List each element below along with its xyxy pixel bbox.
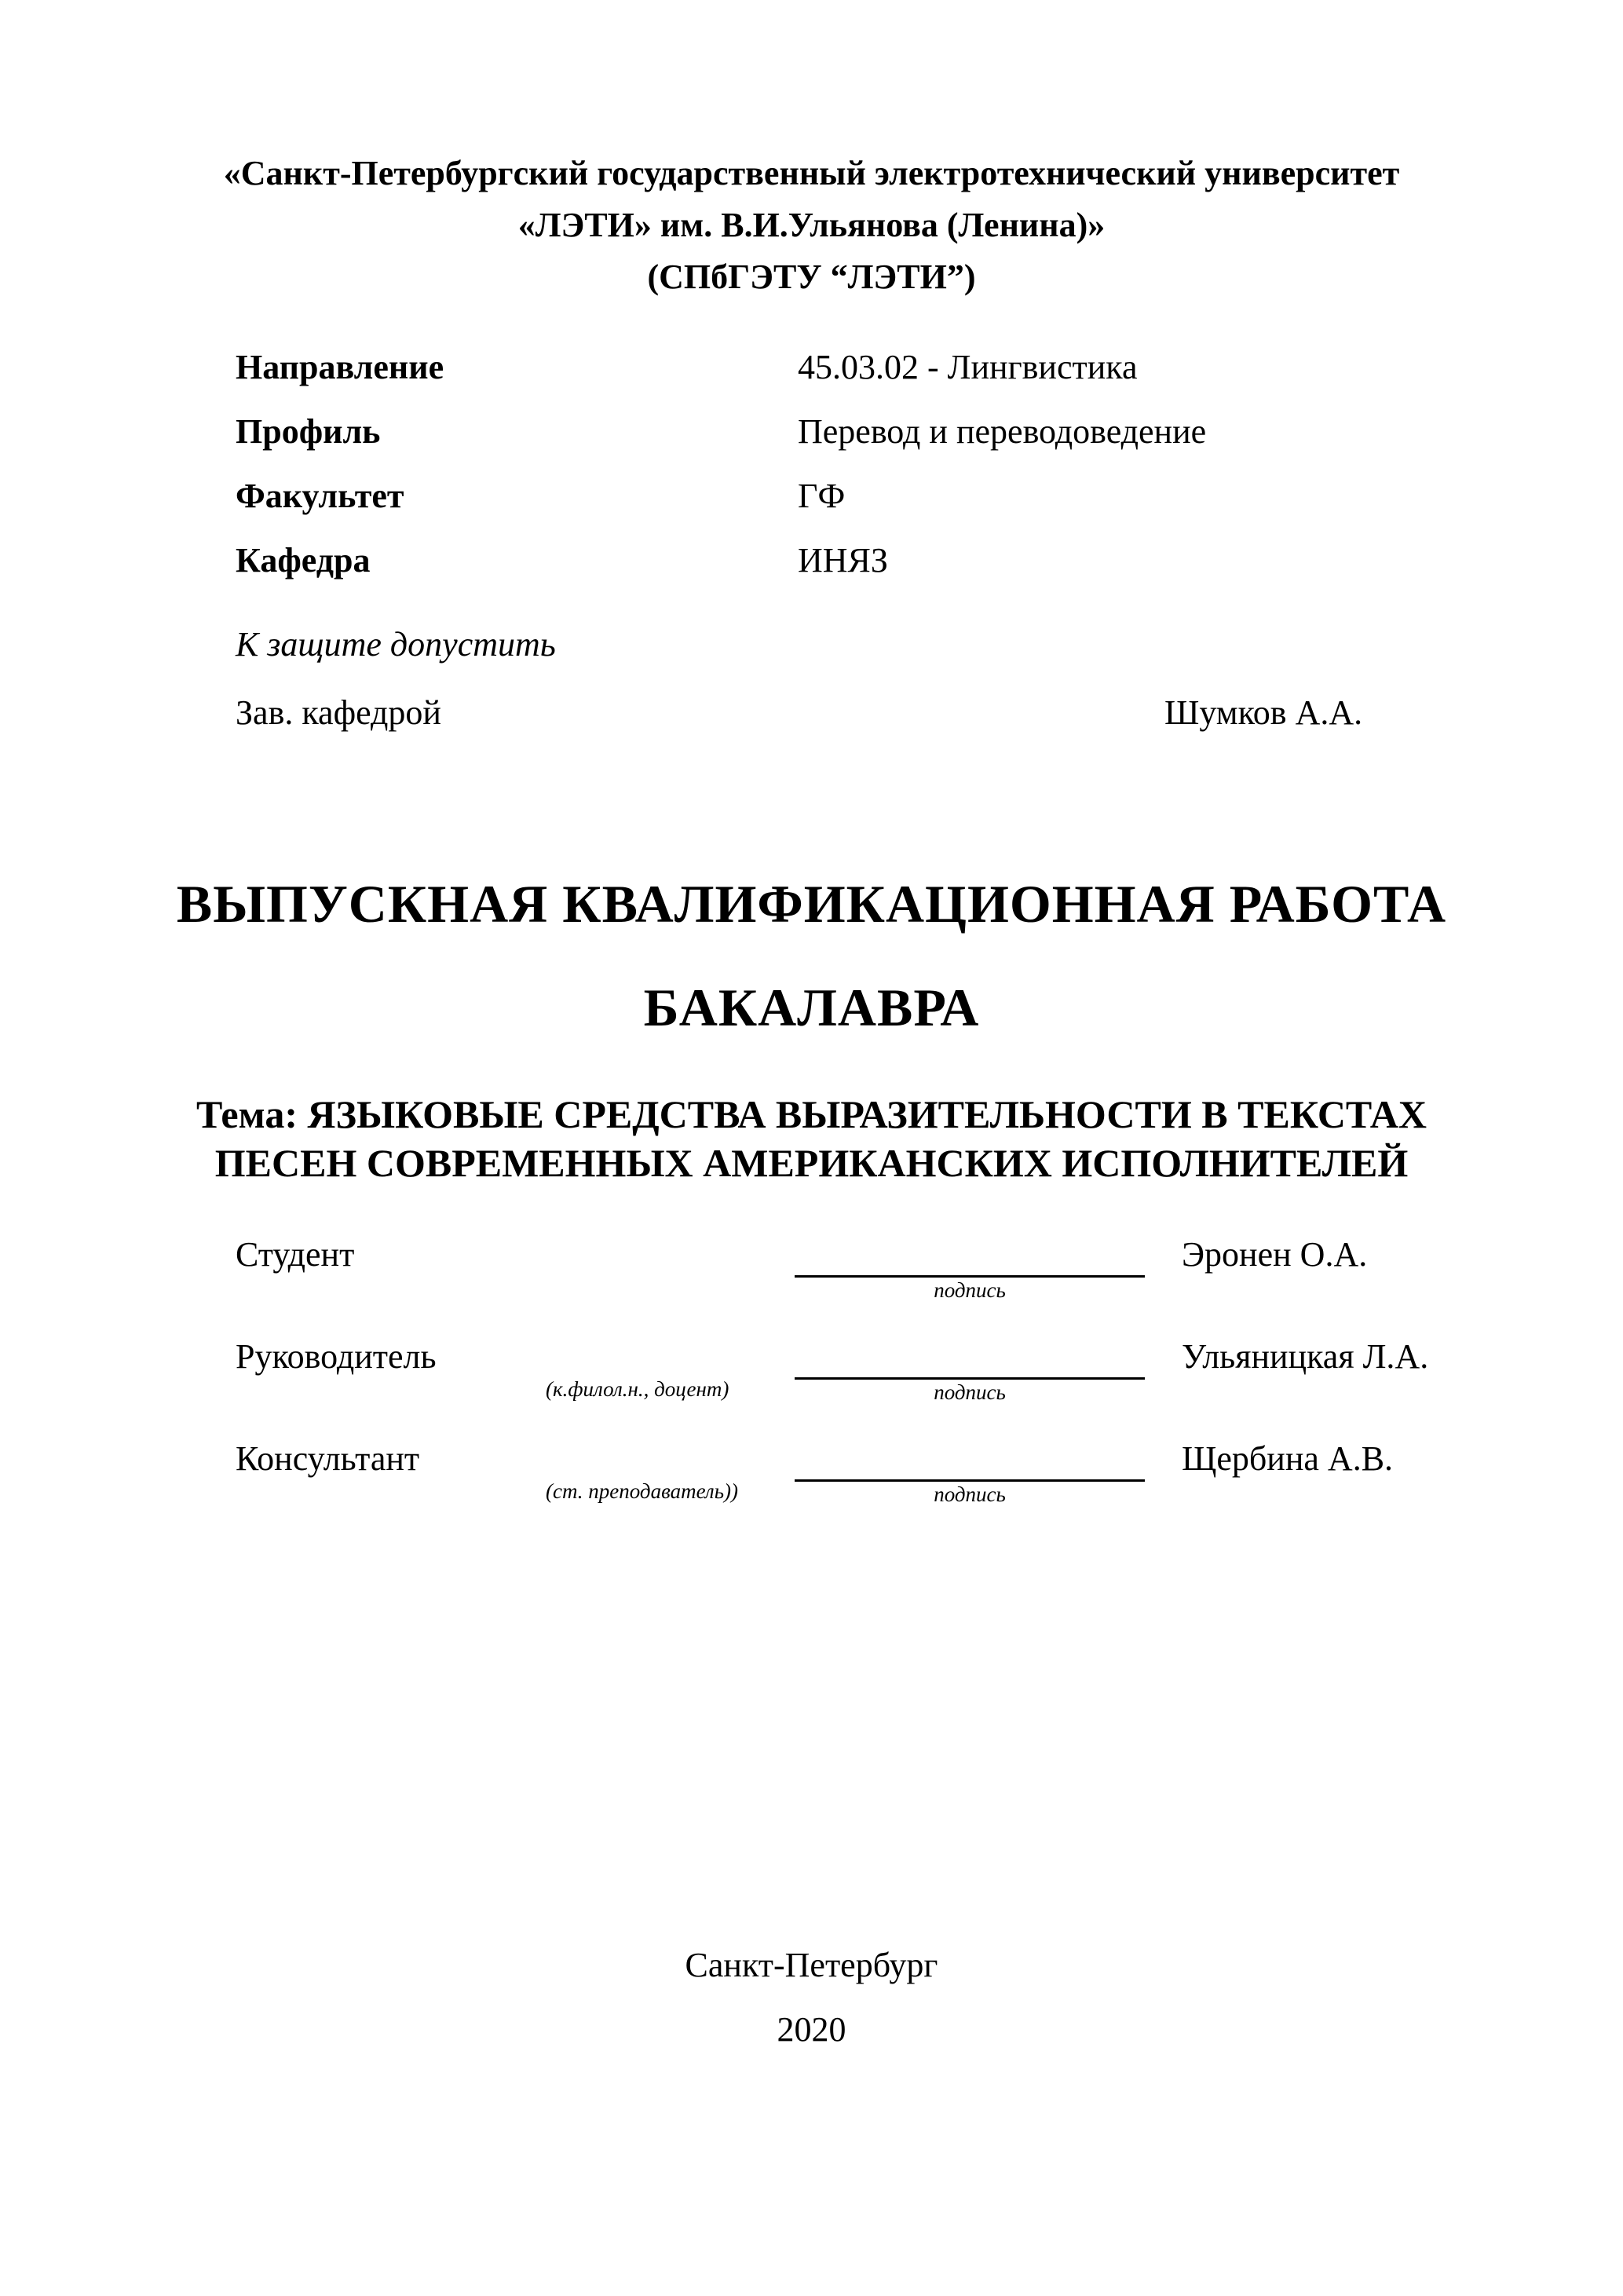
department-head-name: Шумков А.А. [1164,693,1363,732]
signature-row-supervisor [236,1329,1460,1431]
consultant-signature-line [795,1453,1145,1482]
footer-year: 2020 [777,2010,846,2049]
profile-value: Перевод и переводоведение [798,412,1207,451]
consultant-role-label: Консультант [236,1439,420,1478]
department-label: Кафедра [236,541,371,579]
university-name-line-2: «ЛЭТИ» им. В.И.Ульянова (Ленина)» [517,206,1106,244]
field-row-faculty [236,476,1460,540]
university-name-line-1: «Санкт-Петербургский государственный электротехнический университет [223,154,1400,192]
student-role-label: Студент [236,1235,355,1274]
profile-label: Профиль [236,412,381,451]
direction-value: 45.03.02 - Лингвистика [798,348,1138,386]
consultant-qualification: (ст. преподаватель)) [546,1479,738,1503]
supervisor-signature-line [795,1351,1145,1380]
admission-phrase: К защите допустить [236,625,556,664]
signature-row-student [236,1227,1460,1329]
consultant-name: Щербина А.В. [1182,1439,1394,1478]
footer [0,1933,1623,2062]
supervisor-signature-caption: подпись [934,1380,1006,1404]
supervisor-name: Ульяницкая Л.А. [1182,1337,1429,1376]
theme-line-1: Тема: ЯЗЫКОВЫЕ СРЕДСТВА ВЫРАЗИТЕЛЬНОСТИ В ТЕКСТАХ [196,1092,1427,1136]
student-name: Эронен О.А. [1182,1235,1368,1274]
main-title [0,852,1623,1059]
department-head-label: Зав. кафедрой [236,693,441,732]
direction-label: Направление [236,348,444,386]
admission-block [236,624,1460,740]
field-row-profile [236,411,1460,476]
admission-row [236,693,1460,740]
university-abbreviation: (СПбГЭТУ “ЛЭТИ”) [647,258,976,296]
program-fields [236,347,1460,605]
consultant-signature-caption: подпись [934,1483,1006,1506]
signature-block [236,1227,1460,1533]
main-title-line-1: ВЫПУСКНАЯ КВАЛИФИКАЦИОННАЯ РАБОТА [176,874,1447,934]
supervisor-role-label: Руководитель [236,1337,437,1376]
footer-city: Санкт-Петербург [685,1946,938,1984]
field-row-direction [236,347,1460,411]
supervisor-qualification: (к.филол.н., доцент) [546,1377,729,1401]
university-header [0,148,1623,303]
faculty-label: Факультет [236,477,404,515]
student-signature-line [795,1249,1145,1278]
faculty-value: ГФ [798,477,846,515]
thesis-theme [0,1090,1623,1187]
student-signature-caption: подпись [934,1278,1006,1302]
theme-line-2: ПЕСЕН СОВРЕМЕННЫХ АМЕРИКАНСКИХ ИСПОЛНИТЕЛЕЙ [214,1141,1409,1185]
signature-row-consultant [236,1431,1460,1533]
field-row-department [236,540,1460,605]
department-value: ИНЯЗ [798,541,888,579]
main-title-line-2: БАКАЛАВРА [643,978,980,1037]
